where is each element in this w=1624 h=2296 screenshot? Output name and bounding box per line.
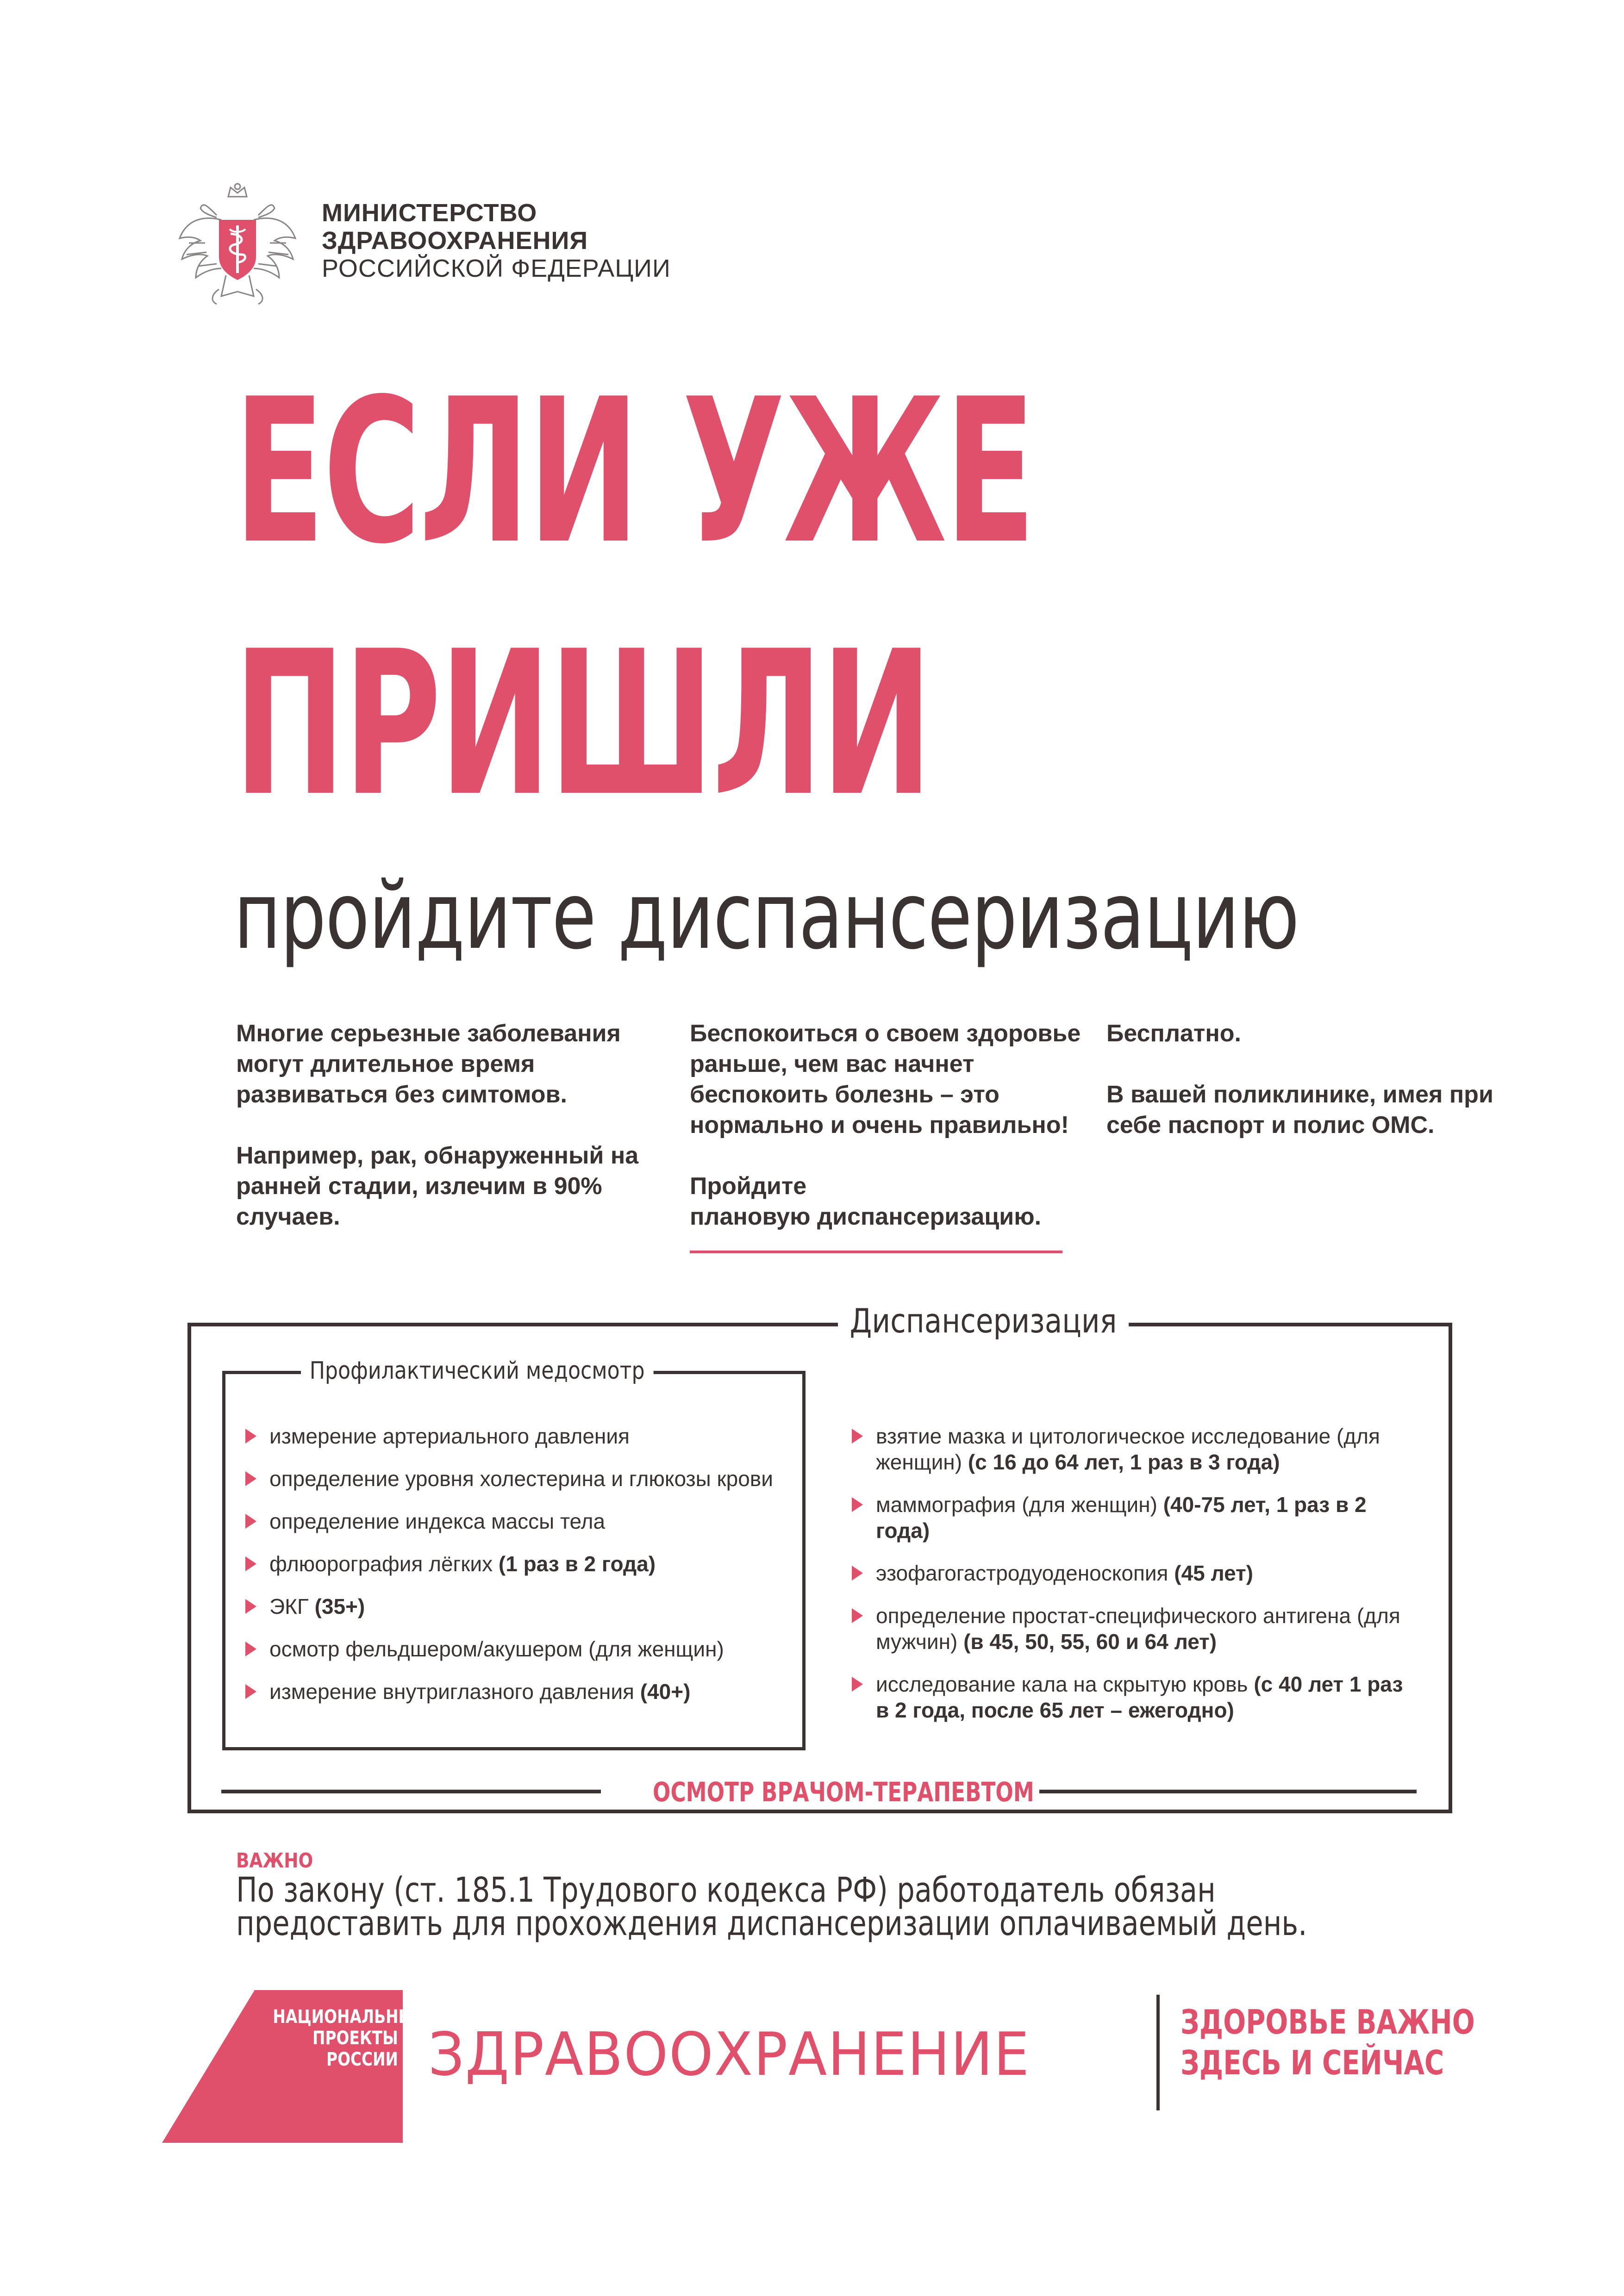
triangle-bullet-icon xyxy=(245,1642,256,1656)
divider xyxy=(221,1790,601,1793)
divider xyxy=(1156,1995,1160,2110)
dispensary-box-title: Диспансеризация xyxy=(838,1301,1129,1340)
column-2-call-to-action xyxy=(690,1171,1097,1232)
list-item: ЭКГ (35+) xyxy=(245,1593,792,1619)
cta-line-2: плановую диспансеризацию. xyxy=(690,1203,1042,1230)
therapist-exam-label: ОСМОТР ВРАЧОМ-ТЕРАПЕВТОМ xyxy=(653,1776,1034,1808)
divider xyxy=(1039,1790,1417,1793)
important-line-1: По закону (ст. 185.1 Трудового кодекса РФ) работодатель обязан xyxy=(236,1870,1216,1910)
list-item: определение простат-специфического антигена (для мужчин) (в 45, 50, 55, 60 и 64 лет) xyxy=(852,1603,1421,1655)
list-item: маммография (для женщин) (40-75 лет, 1 раз в 2 года) xyxy=(852,1492,1421,1543)
slogan-line-2: ЗДЕСЬ И СЕЙЧАС xyxy=(1181,2043,1444,2082)
important-text xyxy=(236,1870,1307,1943)
triangle-bullet-icon xyxy=(245,1471,256,1486)
column-2-paragraph-1: Беспокоиться о своем здоровье раньше, чем вас начнет беспокоить болезнь – это нормально и очень правильно! xyxy=(690,1020,1081,1139)
list-item: определение индекса массы тела xyxy=(245,1508,792,1534)
column-1-paragraph-2: Например, рак, обнаруженный на ранней стадии, излечим в 90% случаев. xyxy=(236,1142,639,1230)
cta-underline xyxy=(690,1251,1062,1253)
slogan xyxy=(1181,2002,1475,2083)
subheading: пройдите диспансеризацию xyxy=(234,862,1299,970)
ministry-emblem-icon xyxy=(175,183,300,315)
checkup-list xyxy=(245,1423,792,1721)
triangle-bullet-icon xyxy=(852,1497,863,1512)
triangle-bullet-icon xyxy=(852,1677,863,1692)
triangle-bullet-icon xyxy=(245,1684,256,1699)
headline-line-1: ЕСЛИ УЖЕ xyxy=(234,356,1034,588)
dispensary-list xyxy=(852,1423,1421,1740)
important-label: ВАЖНО xyxy=(236,1849,313,1873)
column-2 xyxy=(690,1018,1097,1263)
headline-line-2: ПРИШЛИ xyxy=(234,609,931,840)
ministry-line-3: РОССИЙСКОЙ ФЕДЕРАЦИИ xyxy=(322,255,671,282)
checkup-box-title: Профилактический медосмотр xyxy=(301,1357,653,1385)
ministry-name xyxy=(322,199,671,282)
triangle-bullet-icon xyxy=(245,1514,256,1529)
national-projects-label: НАЦИОНАЛЬНЫЕ ПРОЕКТЫ РОССИИ xyxy=(273,2006,425,2070)
list-item: эзофагогастродуоденоскопия (45 лет) xyxy=(852,1560,1421,1586)
column-1 xyxy=(236,1018,662,1263)
cta-line-1: Пройдите xyxy=(690,1173,807,1200)
project-name: ЗДРАВООХРАНЕНИЕ xyxy=(428,2020,1031,2089)
ministry-line-2: ЗДРАВООХРАНЕНИЯ xyxy=(322,227,588,255)
column-1-paragraph-1: Многие серьезные заболевания могут длительное время развиваться без симтомов. xyxy=(236,1020,621,1108)
list-item: флюорография лёгких (1 раз в 2 года) xyxy=(245,1551,792,1577)
list-item: измерение артериального давления xyxy=(245,1423,792,1449)
column-3 xyxy=(1106,1018,1523,1171)
list-item: взятие мазка и цитологическое исследование (для женщин) (с 16 до 64 лет, 1 раз в 3 года) xyxy=(852,1423,1421,1475)
list-item: измерение внутриглазного давления (40+) xyxy=(245,1679,792,1705)
triangle-bullet-icon xyxy=(245,1429,256,1444)
triangle-bullet-icon xyxy=(852,1608,863,1623)
triangle-bullet-icon xyxy=(245,1599,256,1614)
important-line-2: предоставить для прохождения диспансеризации оплачиваемый день. xyxy=(236,1904,1307,1943)
triangle-bullet-icon xyxy=(245,1556,256,1571)
list-item: определение уровня холестерина и глюкозы крови xyxy=(245,1466,792,1492)
column-3-paragraph-2: В вашей поликлинике, имея при себе паспорт и полис ОМС. xyxy=(1106,1081,1493,1139)
column-3-paragraph-1: Бесплатно. xyxy=(1106,1020,1241,1047)
ministry-line-1: МИНИСТЕРСТВО xyxy=(322,199,537,227)
list-item: исследование кала на скрытую кровь (с 40 лет 1 раз в 2 года, после 65 лет – ежегодно) xyxy=(852,1671,1421,1723)
triangle-bullet-icon xyxy=(852,1566,863,1580)
list-item: осмотр фельдшером/акушером (для женщин) xyxy=(245,1636,792,1662)
triangle-bullet-icon xyxy=(852,1429,863,1444)
slogan-line-1: ЗДОРОВЬЕ ВАЖНО xyxy=(1181,2003,1475,2041)
